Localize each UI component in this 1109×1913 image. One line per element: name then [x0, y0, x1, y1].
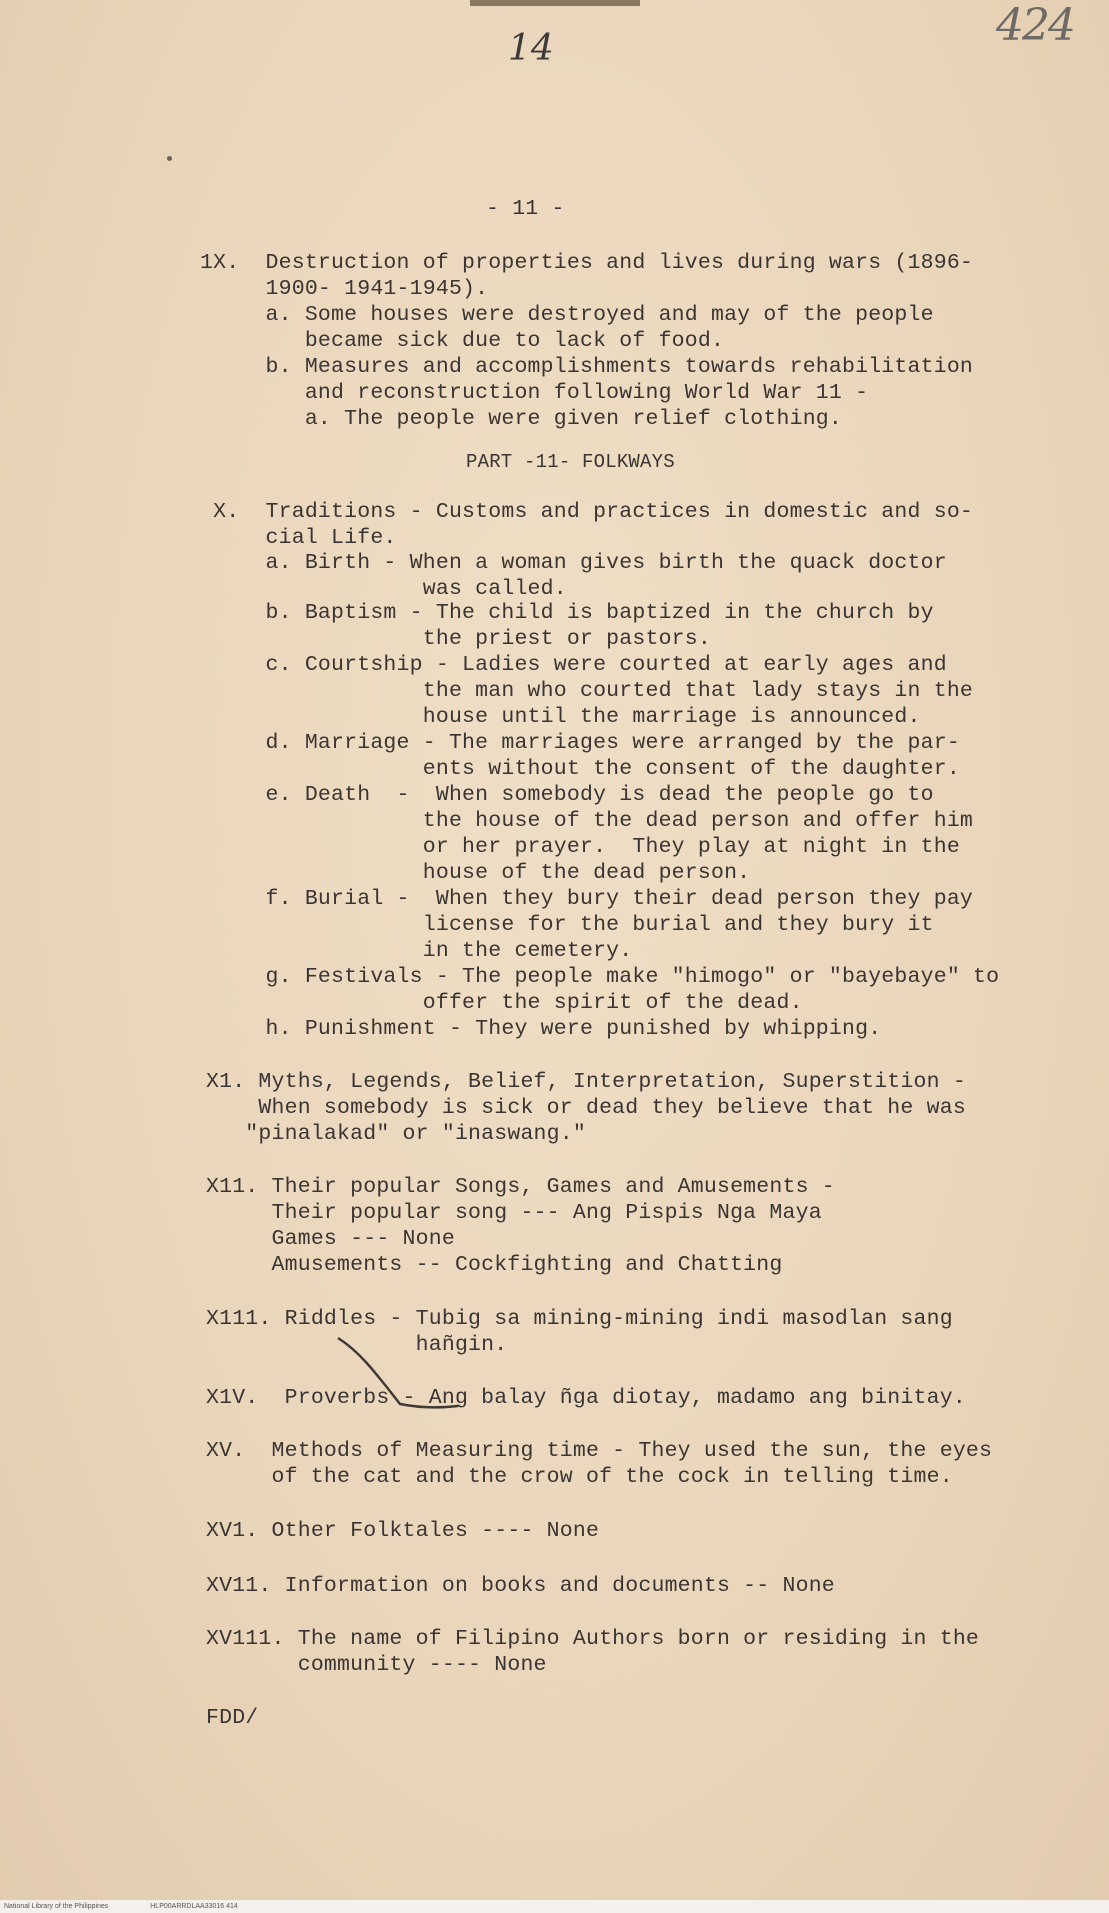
- section-xii-line1: X11. Their popular Songs, Games and Amusements -: [206, 1175, 835, 1199]
- page-number: - 11 -: [486, 197, 565, 221]
- section-x-e1: e. Death - When somebody is dead the people go to: [200, 783, 934, 807]
- section-xvii-line1: XV11. Information on books and documents -- None: [206, 1574, 835, 1598]
- section-x-d2: ents without the consent of the daughter.: [200, 757, 960, 781]
- section-x-e3: or her prayer. They play at night in the: [200, 835, 960, 859]
- section-ix-b3: a. The people were given relief clothing.: [200, 407, 843, 431]
- page-top-edge: [470, 0, 640, 6]
- handwritten-pen-stroke: [330, 1332, 460, 1412]
- section-x-e2: the house of the dead person and offer him: [200, 809, 974, 833]
- section-xiv-line1: X1V. Proverbs - Ang balay ñga diotay, madamo ang binitay.: [206, 1386, 966, 1410]
- section-x-d1: d. Marriage - The marriages were arranged by the par-: [200, 731, 960, 755]
- section-xviii-line2: community ---- None: [206, 1653, 547, 1677]
- section-ix-a2: became sick due to lack of food.: [200, 329, 725, 353]
- section-x-h1: h. Punishment - They were punished by whipping.: [200, 1017, 882, 1041]
- section-xvi-line1: XV1. Other Folktales ---- None: [206, 1519, 600, 1543]
- section-ix-a1: a. Some houses were destroyed and may of the people: [200, 303, 934, 327]
- section-x-g1: g. Festivals - The people make "himogo" or "bayebaye" to: [200, 965, 1000, 989]
- section-x-f1: f. Burial - When they bury their dead person they pay: [200, 887, 974, 911]
- section-xii-line3: Games --- None: [206, 1227, 455, 1251]
- section-xi-line2: When somebody is sick or dead they believe that he was: [206, 1096, 966, 1120]
- section-x-a2: was called.: [200, 577, 567, 601]
- section-x-c2: the man who courted that lady stays in the: [200, 679, 974, 703]
- section-x-a1: a. Birth - When a woman gives birth the quack doctor: [200, 551, 947, 575]
- section-x-g2: offer the spirit of the dead.: [200, 991, 803, 1015]
- footer-library: National Library of the Philippines: [4, 1903, 109, 1910]
- archive-number: 424: [996, 0, 1074, 51]
- footer-code: HLP00ARRDLAA33016 414: [150, 1903, 238, 1910]
- section-x-f3: in the cemetery.: [200, 939, 633, 963]
- ink-dot: [167, 156, 172, 161]
- section-xiii-line1: X111. Riddles - Tubig sa mining-mining indi masodlan sang: [206, 1307, 953, 1331]
- section-x-b1: b. Baptism - The child is baptized in the church by: [200, 601, 934, 625]
- signature-initials: FDD/: [206, 1706, 259, 1730]
- section-ix-line1: 1X. Destruction of properties and lives during wars (1896-: [200, 251, 974, 275]
- section-xviii-line1: XV111. The name of Filipino Authors born or residing in the: [206, 1627, 980, 1651]
- scan-footer: [0, 1900, 1109, 1913]
- section-xii-line4: Amusements -- Cockfighting and Chatting: [206, 1253, 783, 1277]
- part-heading: PART -11- FOLKWAYS: [466, 451, 675, 473]
- section-ix-b1: b. Measures and accomplishments towards rehabilitation: [200, 355, 974, 379]
- section-xv-line2: of the cat and the crow of the cock in telling time.: [206, 1465, 953, 1489]
- section-ix-line2: 1900- 1941-1945).: [200, 277, 489, 301]
- section-x-f2: license for the burial and they bury it: [200, 913, 934, 937]
- section-x-line2: cial Life.: [200, 526, 397, 550]
- section-xi-line3: "pinalakad" or "inaswang.": [206, 1122, 586, 1146]
- section-x-b2: the priest or pastors.: [200, 627, 711, 651]
- section-x-c1: c. Courtship - Ladies were courted at early ages and: [200, 653, 947, 677]
- section-x-c3: house until the marriage is announced.: [200, 705, 921, 729]
- section-xiii-line2: hañgin.: [206, 1333, 508, 1357]
- section-xii-line2: Their popular song --- Ang Pispis Nga Maya: [206, 1201, 822, 1225]
- section-xi-line1: X1. Myths, Legends, Belief, Interpretation, Superstition -: [206, 1070, 966, 1094]
- section-ix-b2: and reconstruction following World War 11 -: [200, 381, 869, 405]
- section-xv-line1: XV. Methods of Measuring time - They used the sun, the eyes: [206, 1439, 993, 1463]
- section-x-line1: X. Traditions - Customs and practices in domestic and so-: [200, 500, 974, 524]
- section-x-e4: house of the dead person.: [200, 861, 751, 885]
- handwritten-page-number: 14: [508, 28, 554, 69]
